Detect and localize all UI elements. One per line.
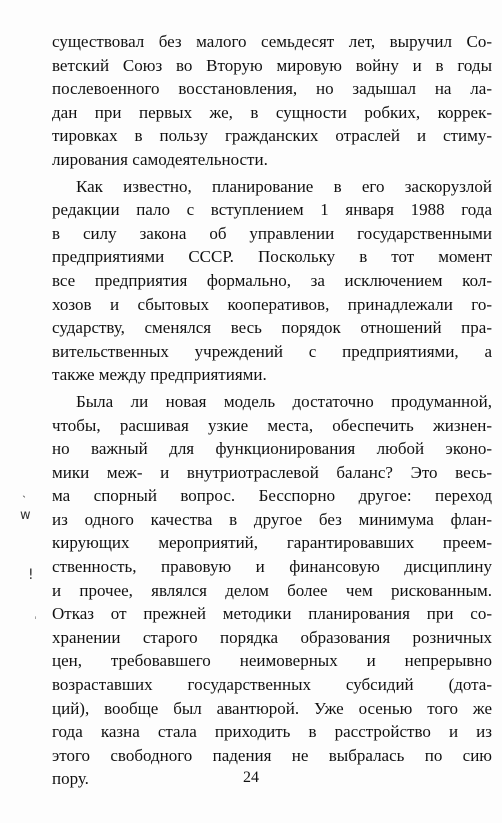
text-line: чтобы, расшивая узкие места, обеспечить жизнен-	[52, 415, 492, 435]
text-line: послевоенного восстановления, но задышал на ла-	[52, 79, 492, 99]
text-line: мики меж- и внутриотраслевой баланс? Это весь-	[52, 462, 492, 482]
text-line: Отказ от прежней методики планирования при со-	[52, 604, 492, 624]
margin-mark: w	[20, 508, 31, 523]
text-line: возраставших государственных субсидий (дота-	[52, 675, 492, 695]
text-line: все предприятия формально, за исключением кол-	[52, 270, 492, 290]
text-line: Была ли новая модель достаточно продуманной,	[76, 391, 492, 411]
text-line: и прочее, являлся делом более чем рискованным.	[52, 580, 492, 600]
text-line: этого свободного падения не выбралась по сию	[52, 745, 492, 765]
text-line: дан при первых же, в сущности робких, коррек-	[52, 102, 492, 122]
margin-mark: ˴	[22, 488, 26, 502]
paragraph-2	[52, 175, 492, 387]
text-line: также между предприятиями.	[52, 365, 267, 385]
page-number: 24	[243, 769, 259, 786]
text-line: предприятиями СССР. Поскольку в тот момент	[52, 247, 492, 267]
text-line: ма спорный вопрос. Бесспорно другое: переход	[52, 486, 492, 506]
margin-mark: ˈ	[34, 616, 37, 627]
text-line: ций), вообще был авантюрой. Уже осенью того же	[52, 698, 492, 718]
text-line: вительственных учреждений с предприятиями, а	[52, 341, 492, 361]
text-line: но важный для функционирования любой эконо-	[52, 439, 492, 459]
text-line: ственность, правовую и финансовую дисциплину	[52, 557, 492, 577]
text-line: ветский Союз во Вторую мировую войну и в годы	[52, 55, 492, 75]
text-line: из одного качества в другое без минимума флан-	[52, 509, 492, 529]
paragraph-1	[52, 30, 492, 172]
text-line: тировках в пользу гражданских отраслей и стиму-	[52, 126, 492, 146]
body-text	[52, 30, 492, 791]
text-line: сударству, сменялся весь порядок отношений пра-	[52, 318, 492, 338]
text-line: хранении старого порядка образования розничных	[52, 627, 492, 647]
text-line: редакции пало с вступлением 1 января 1988 года	[52, 200, 492, 220]
margin-mark: !	[28, 567, 34, 583]
text-line: лирования самодеятельности.	[52, 149, 268, 169]
text-line: кирующих мероприятий, гарантировавших преем-	[52, 533, 492, 553]
text-line: цен, требовавшего неимоверных и непрерывно	[52, 651, 492, 671]
text-line: Как известно, планирование в его заскорузлой	[76, 176, 492, 196]
text-line: в силу закона об управлении государственными	[52, 223, 492, 243]
text-line: хозов и сбытовых кооперативов, принадлежали го-	[52, 294, 492, 314]
paragraph-3	[52, 390, 492, 791]
text-line: существовал без малого семьдесят лет, выручил Со-	[52, 32, 492, 51]
text-line: пору.	[52, 769, 89, 789]
text-line: года казна стала приходить в расстройство и из	[52, 722, 492, 742]
